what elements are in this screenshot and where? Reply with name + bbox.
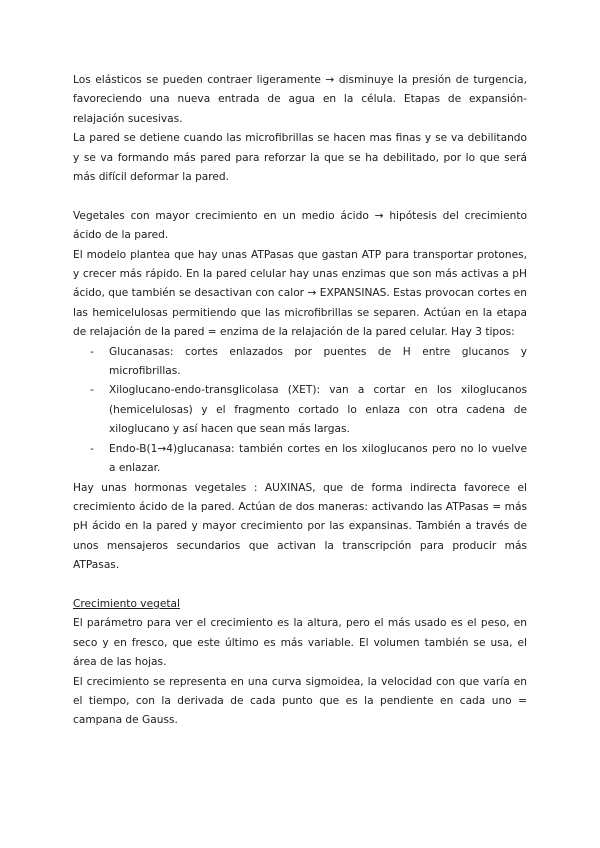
paragraph-elasticos: Los elásticos se pueden contraer ligeramente → disminuye la presión de turgencia, favoreciendo una nueva entrada de agua en la célula. Etapas de expansión-relajación sucesivas. [73,74,527,125]
list-item: - Glucanasas: cortes enlazados por puentes de H entre glucanos y microfibrillas. [73,343,527,382]
spacer [73,187,527,206]
list-item: - Endo-B(1→4)glucanasa: también cortes en los xiloglucanos pero no lo vuelve a enlazar. [73,440,527,479]
paragraph-pared-se-detiene: La pared se detiene cuando las microfibrillas se hacen mas finas y se va debilitando y se va formando más pared para reforzar la que se ha debilitado, por lo que será más difícil deformar la pared. [73,132,527,184]
document-body [73,71,527,731]
section-heading: Crecimiento vegetal [73,597,180,610]
spacer [73,576,527,595]
paragraph-modelo-atpasas: El modelo plantea que hay unas ATPasas que gastan ATP para transportar protones, y crecer más rápido. En la pared celular hay unas enzimas que son más activas a pH ácido, que también se desactivan con calor → EXPANSINAS. Estas provocan cortes en las hemicelulosas permitiendo que las microfibrillas se separen. Actúan en la etapa de relajación de la pared = enzima de la relajación de la pared celular. Hay 3 tipos: [73,248,527,339]
paragraph-auxinas: Hay unas hormonas vegetales : AUXINAS, que de forma indirecta favorece el crecimiento ácido de la pared. Actúan de dos maneras: activando las ATPasas = más pH ácido en la pared y mayor crecimiento por las expansinas. También a través de unos mensajeros secundarios que activan la transcripción para producir más ATPasas. [73,481,527,572]
expansin-types-list [73,343,527,479]
paragraph-parametro: El parámetro para ver el crecimiento es la altura, pero el más usado es el peso, en seco y en fresco, que este último es más variable. El volumen también se usa, el área de las hojas. [73,617,527,669]
list-item: - Xiloglucano-endo-transglicolasa (XET): van a cortar en los xiloglucanos (hemicelulosas) y el fragmento cortado lo enlaza con otra cadena de xiloglucano y así hacen que sean más largas. [73,381,527,439]
paragraph-crecimiento-acido: Vegetales con mayor crecimiento en un medio ácido → hipótesis del crecimiento ácido de la pared. [73,209,527,242]
paragraph-curva-sigmoidea: El crecimiento se representa en una curva sigmoidea, la velocidad con que varía en el tiempo, con la derivada de cada punto que es la pendiente en cada uno = campana de Gauss. [73,675,527,727]
